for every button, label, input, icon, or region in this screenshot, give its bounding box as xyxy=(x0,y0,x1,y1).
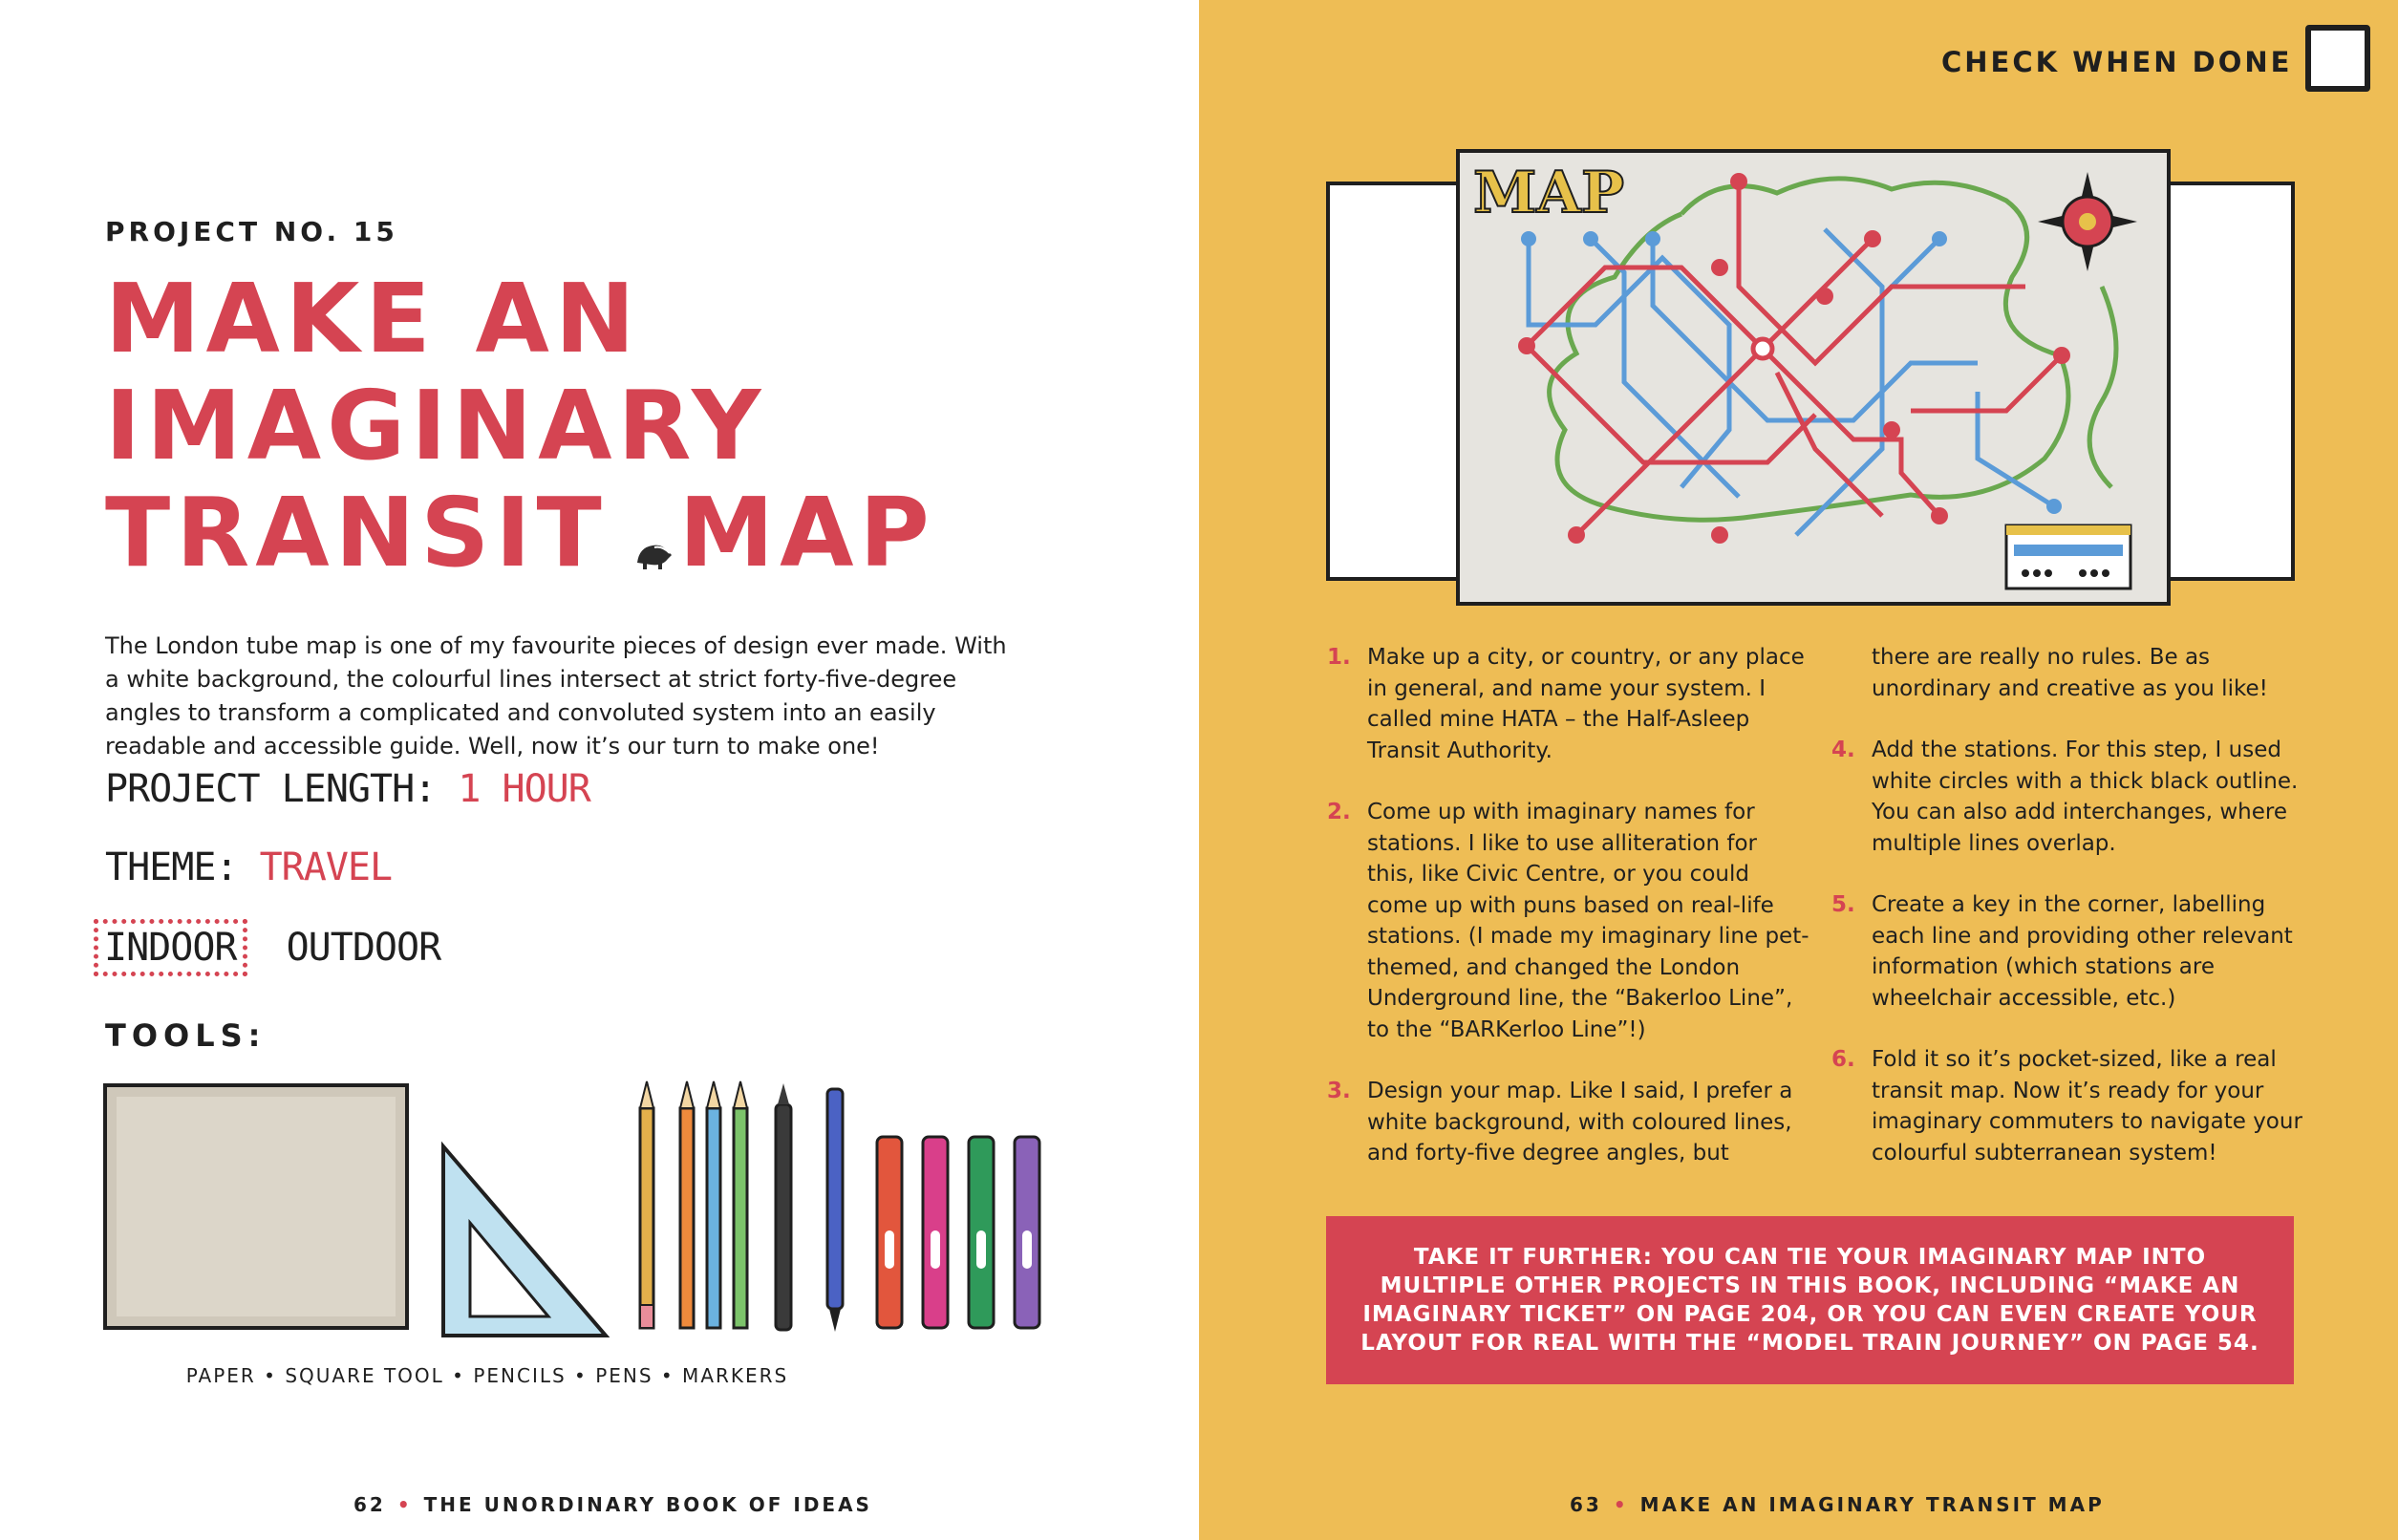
theme-label: THEME: xyxy=(105,845,238,889)
footer-right: 63 • MAKE AN IMAGINARY TRANSIT MAP xyxy=(1570,1493,2105,1516)
title-line-2: IMAGINARY xyxy=(105,370,767,481)
set-square-icon xyxy=(443,1146,606,1336)
step-6: 6. Fold it so it’s pocket-sized, like a real transit map. Now it’s ready for your imaginary commuters to navigate your colourful subterranean system! xyxy=(1831,1047,2302,1166)
indoor-option: INDOOR xyxy=(94,919,247,976)
pencils-icon xyxy=(640,1081,747,1328)
outdoor-option: OUTDOOR xyxy=(286,926,441,970)
step-1: 1. Make up a city, or country, or any place in general, and name your system. I called mine HATA – the Half-Asleep Transit Authority. xyxy=(1327,645,1805,763)
tools-illustration xyxy=(96,1070,1070,1351)
book-title: THE UNORDINARY BOOK OF IDEAS xyxy=(423,1493,872,1516)
tools-label: TOOLS: xyxy=(105,1017,267,1054)
step-3: 3. Design your map. Like I said, I prefer a white background, with coloured lines, and forty-five degree angles, but xyxy=(1327,1079,1793,1166)
project-title xyxy=(105,263,1060,593)
theme-value: TRAVEL xyxy=(259,845,393,889)
title-word-map: MAP xyxy=(678,477,935,588)
chapter-title: MAKE AN IMAGINARY TRANSIT MAP xyxy=(1639,1493,2105,1516)
map-key xyxy=(2006,525,2130,588)
footer-left: 62 • THE UNORDINARY BOOK OF IDEAS xyxy=(353,1493,872,1516)
project-number: PROJECT NO. 15 xyxy=(105,216,398,247)
check-when-done-label: CHECK WHEN DONE xyxy=(1941,46,2293,78)
map-label: MAP xyxy=(1473,160,1625,226)
project-length xyxy=(105,767,590,811)
theme xyxy=(105,845,392,889)
title-word-transit: TRANSIT xyxy=(105,477,608,588)
indoor-outdoor xyxy=(105,919,440,976)
project-length-label: PROJECT LENGTH: xyxy=(105,767,437,811)
paper-icon xyxy=(105,1085,407,1328)
badger-icon xyxy=(633,486,675,593)
page-number-right: 63 xyxy=(1570,1493,1602,1516)
markers-icon xyxy=(877,1137,1039,1328)
map-illustration xyxy=(1318,143,2302,615)
checkbox-icon[interactable] xyxy=(2305,25,2370,92)
steps-column-1 xyxy=(1323,642,1810,1200)
steps-column-2 xyxy=(1828,642,2315,1199)
step-5: 5. Create a key in the corner, labelling each line and providing other relevant information (which stations are wheelchair accessible, etc.) xyxy=(1831,892,2293,1011)
title-line-1: MAKE AN xyxy=(105,263,641,374)
page-number-left: 62 xyxy=(353,1493,386,1516)
intro-paragraph: The London tube map is one of my favourite pieces of design ever made. With a white background, the colourful lines intersect at strict forty-five-degree angles to transform a complicated and convoluted system into an easily readable and accessible guide. Well, now it’s our turn to make one! xyxy=(105,632,1007,759)
step-2: 2. Come up with imaginary names for stations. I like to use alliteration for this, like Civic Centre, or you could come up with puns based on real-life stations. (I made my imaginary line pet-themed, and changed the London Underground line, the “Bakerloo Line”, to the “BARKerloo Line”!) xyxy=(1327,800,1809,1042)
project-length-value: 1 HOUR xyxy=(458,767,590,811)
step-3-continued: there are really no rules. Be as unordinary and creative as you like! xyxy=(1872,645,2268,701)
step-4: 4. Add the stations. For this step, I used white circles with a thick black outline. You can also add interchanges, where multiple lines overlap. xyxy=(1831,738,2299,856)
pens-icon xyxy=(776,1083,843,1332)
take-it-further-box: TAKE IT FURTHER: YOU CAN TIE YOUR IMAGINARY MAP INTO MULTIPLE OTHER PROJECTS IN THIS BOOK, INCLUDING “MAKE AN IMAGINARY TICKET” ON PAGE 204, OR YOU CAN EVEN CREATE YOUR LAYOUT FOR REAL WITH THE “MODEL TRAIN JOURNEY” ON PAGE 54. xyxy=(1326,1216,2294,1384)
title-line-3 xyxy=(105,477,1060,593)
tools-caption: PAPER • SQUARE TOOL • PENCILS • PENS • MARKERS xyxy=(185,1364,789,1387)
